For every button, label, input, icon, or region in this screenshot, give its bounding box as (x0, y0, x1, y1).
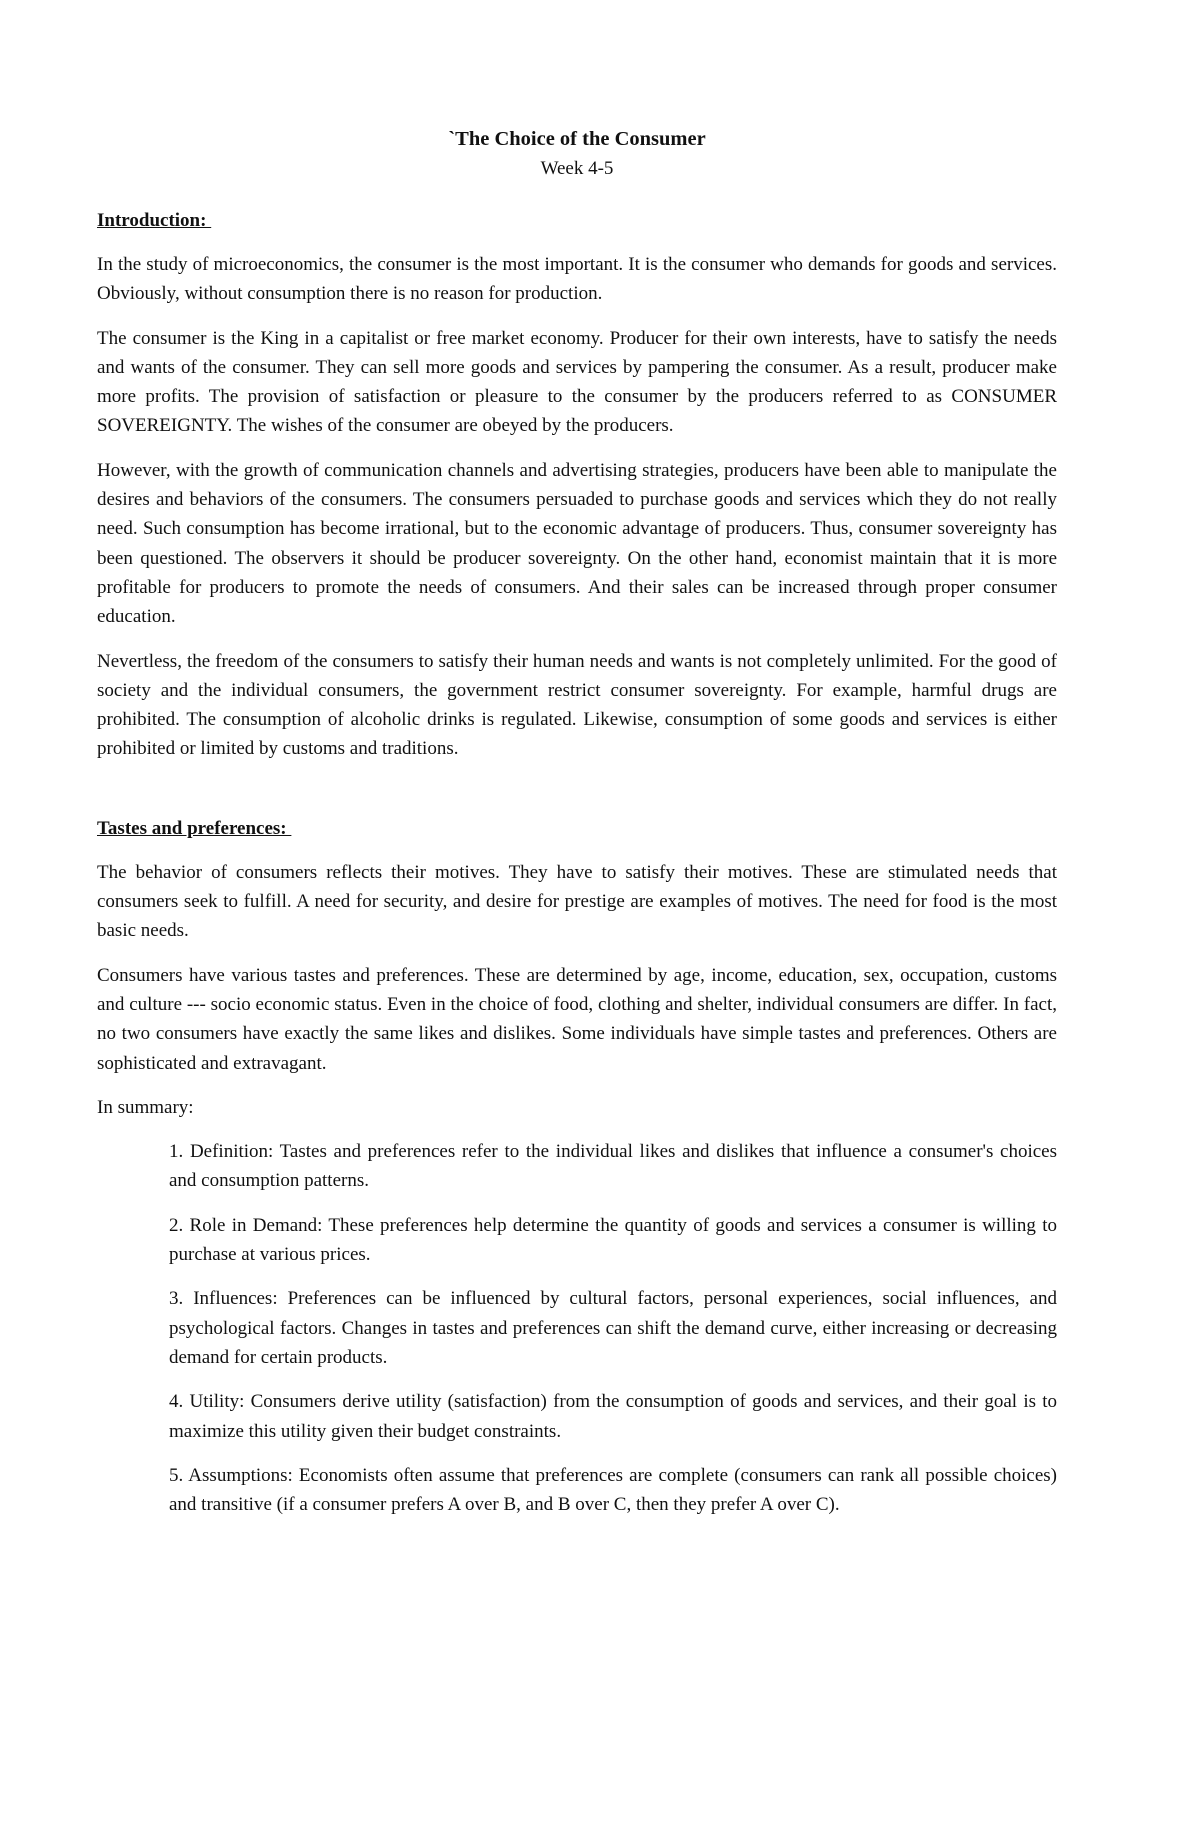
paragraph: The behavior of consumers reflects their motives. They have to satisfy their motives. These are stimulated needs that consumers seek to fulfill. A need for security, and desire for prestige are examples of motives. The need for food is the most basic needs. (97, 861, 1057, 942)
paragraph: Consumers have various tastes and preferences. These are determined by age, income, education, sex, occupation, customs and culture --- socio economic status. Even in the choice of food, clothing and shelter, individual consumers are differ. In fact, no two consumers have exactly the same likes and dislikes. Some individuals have simple tastes and preferences. Others are sophisticated and extravagant. (97, 964, 1057, 1074)
summary-item: 5. Assumptions: Economists often assume that preferences are complete (consumers can rank all possible choices) and transitive (if a consumer prefers A over B, and B over C, then they prefer A over C). (169, 1464, 1057, 1516)
summary-intro: In summary: (97, 1096, 194, 1118)
paragraph: In the study of microeconomics, the consumer is the most important. It is the consumer who demands for goods and services. Obviously, without consumption there is no reason for production. (97, 254, 1057, 305)
paragraph: However, with the growth of communication channels and advertising strategies, producers have been able to manipulate the desires and behaviors of the consumers. The consumers persuaded to purchase goods and services which they do not really need. Such consumption has become irrational, but to the economic advantage of producers. Thus, consumer sovereignty has been questioned. The observers it should be producer sovereignty. On the other hand, economist maintain that it is more profitable for producers to promote the needs of consumers. And their sales can be increased through proper consumer education. (97, 459, 1057, 628)
document-subtitle: Week 4-5 (540, 158, 614, 179)
summary-item: 1. Definition: Tastes and preferences refer to the individual likes and dislikes that influence a consumer's choices and consumption patterns. (169, 1141, 1057, 1192)
document-title: `The Choice of the Consumer (448, 128, 706, 150)
summary-item: 4. Utility: Consumers derive utility (satisfaction) from the consumption of goods and services, and their goal is to maximize this utility given their budget constraints. (169, 1391, 1057, 1442)
summary-list (97, 1137, 1057, 1519)
section-tastes-and-preferences (97, 814, 1057, 1520)
summary-item: 2. Role in Demand: These preferences help determine the quantity of goods and services a consumer is willing to purchase at various prices. (169, 1214, 1057, 1266)
summary-item: 3. Influences: Preferences can be influenced by cultural factors, personal experiences, social influences, and psychological factors. Changes in tastes and preferences can shift the demand curve, either increasing or decreasing demand for certain products. (169, 1288, 1057, 1368)
paragraph: The consumer is the King in a capitalist or free market economy. Producer for their own interests, have to satisfy the needs and wants of the consumer. They can sell more goods and services by pampering the consumer. As a result, producer make more profits. The provision of satisfaction or pleasure to the consumer by the producers referred to as CONSUMER SOVEREIGNTY. The wishes of the consumer are obeyed by the producers. (97, 327, 1057, 437)
paragraph: Nevertless, the freedom of the consumers to satisfy their human needs and wants is not completely unlimited. For the good of society and the individual consumers, the government restrict consumer sovereignty. For example, harmful drugs are prohibited. The consumption of alcoholic drinks is regulated. Likewise, consumption of some goods and services is either prohibited or limited by customs and traditions. (97, 650, 1057, 760)
section-heading-introduction: Introduction: (97, 210, 212, 231)
section-heading-tastes-and-preferences: Tastes and preferences: (97, 817, 292, 839)
section-introduction (97, 206, 1057, 764)
document-page (97, 124, 1057, 1534)
